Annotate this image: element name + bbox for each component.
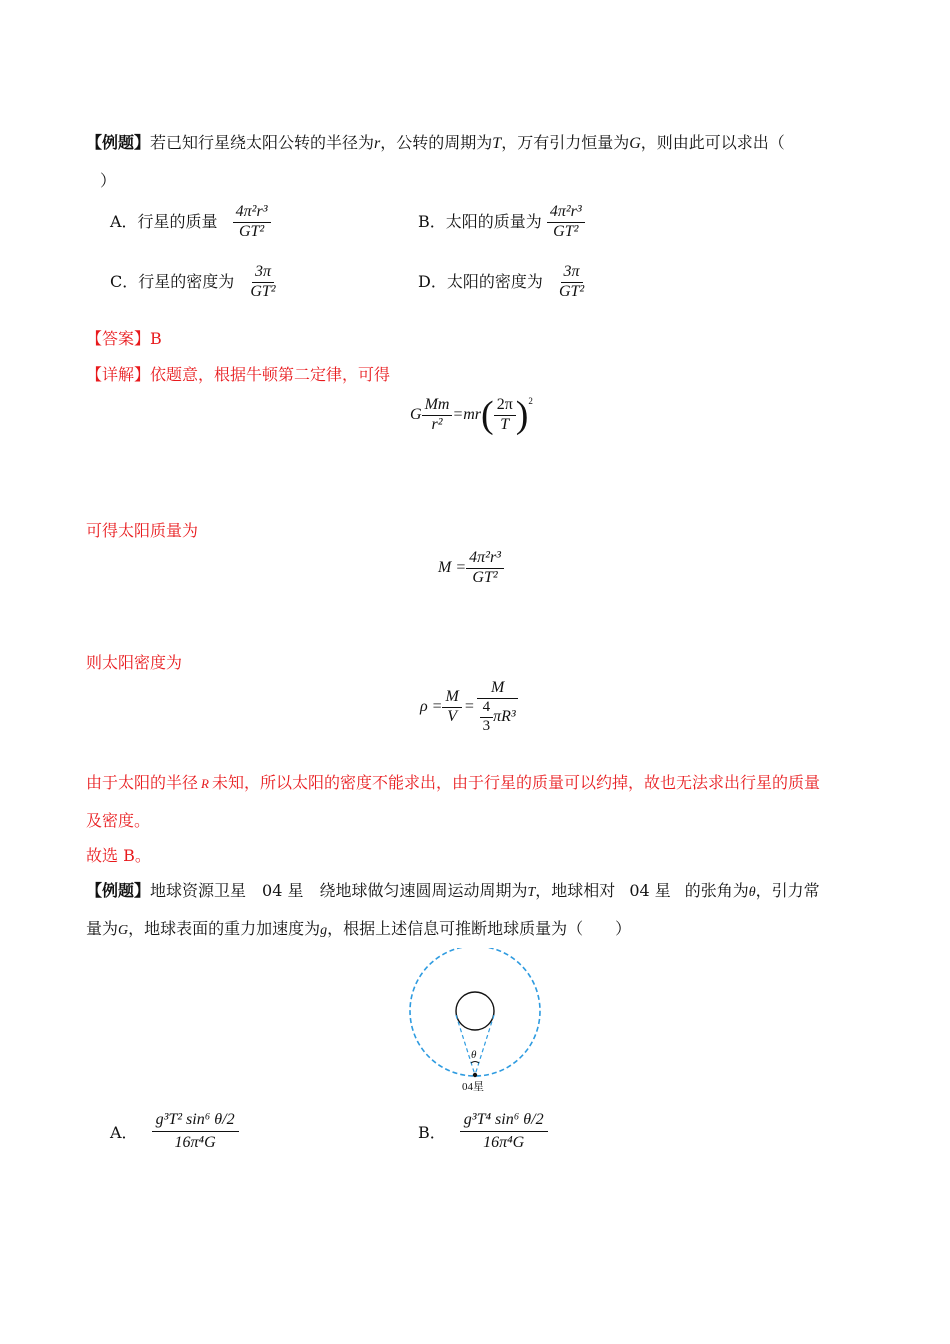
q2-option-a-fraction (152, 1112, 239, 1152)
q2-stem-a: 地球资源卫星 (150, 881, 247, 900)
explain-line5: 及密度。 (86, 811, 151, 830)
q1-option-d-den: GT² (558, 282, 585, 300)
q2-option-b-num: g³T⁴ sin⁶ θ/2 (460, 1112, 548, 1132)
q2-G: G (118, 923, 129, 938)
explain-line6: 故选 B。 (86, 846, 151, 865)
explain-line3: 则太阳密度为 (86, 653, 183, 672)
q2-option-a (110, 1112, 239, 1152)
eq1-rparen: ) (515, 394, 529, 436)
q1-option-b-num: 4π²r³ (547, 204, 585, 223)
q1-option-b-den: GT² (553, 222, 579, 240)
q1-option-a-label: A．行星的质量 (110, 211, 218, 231)
equation-density (420, 680, 519, 734)
explain-R: R (201, 776, 209, 791)
eq2-num: 4π²r³ (466, 550, 504, 569)
q2-option-b-den: 16π⁴G (483, 1133, 525, 1151)
eq3-four-thirds (480, 700, 494, 735)
q1-option-c (110, 264, 279, 301)
q2-option-b-fraction (460, 1112, 548, 1152)
answer-line (86, 326, 162, 349)
q1-option-d-label: D．太阳的密度为 (418, 271, 543, 291)
q2-option-b (418, 1112, 548, 1152)
eq1-fraction (422, 397, 453, 434)
q2-option-b-label: B． (418, 1123, 446, 1143)
q2-T: T (527, 885, 536, 900)
eq1-G: G (410, 406, 422, 423)
q2-tag: 【例题】 (86, 881, 151, 900)
q1-stem-line1 (86, 130, 785, 153)
q2-stem-d: 的张角为 (684, 881, 749, 900)
eq2-fraction (466, 550, 504, 587)
angle-arc (471, 1062, 479, 1064)
eq3-den1: V (447, 707, 458, 725)
q1-option-d (418, 264, 587, 301)
eq2-lhs: M = (438, 559, 467, 577)
q2-option-a-label: A． (110, 1123, 138, 1143)
answer-tag: 【答案】 (86, 329, 151, 348)
q1-option-a-num: 4π²r³ (233, 204, 271, 223)
eq3-fraction2 (477, 680, 519, 734)
q1-T: T (492, 135, 502, 152)
eq1-den: r² (431, 415, 443, 433)
equation-newton (410, 396, 533, 434)
q1-G: G (629, 135, 641, 152)
q1-option-b (418, 204, 585, 241)
q2-stem-b: 绕地球做匀速圆周运动周期为 (319, 881, 528, 900)
earth-circle (456, 992, 494, 1030)
answer-value: B (150, 329, 162, 348)
q1-stem-line2: ） (100, 171, 117, 190)
q1-r: r (374, 135, 381, 152)
explain-line1 (86, 362, 390, 385)
q1-option-d-fraction (556, 264, 587, 301)
q1-option-b-fraction (547, 204, 585, 241)
q1-option-a-fraction (233, 204, 271, 241)
q2-theta: θ (748, 885, 756, 900)
explain-line4 (86, 770, 820, 793)
q2-stem-e: ，引力常 (755, 881, 820, 900)
eq3-num1: M (442, 689, 461, 708)
equation-sun-mass (438, 550, 504, 587)
q1-option-a-den: GT² (238, 222, 265, 240)
q2-stem-line1 (86, 878, 820, 901)
explain-line2: 可得太阳质量为 (86, 521, 199, 540)
q1-option-c-fraction (247, 264, 278, 301)
q1-option-d-num: 3π (561, 264, 583, 283)
q1-option-c-label: C．行星的密度为 (110, 271, 235, 291)
eq3-eq: = (463, 698, 475, 716)
eq1-lparen: ( (481, 394, 494, 436)
eq2-den: GT² (472, 568, 498, 586)
q1-option-c-den: GT² (250, 282, 276, 300)
eq3-lhs: ρ = (420, 698, 443, 716)
q1-stem-a: 若已知行星绕太阳公转的半径为 (150, 133, 375, 152)
satellite-dot (473, 1073, 477, 1077)
satellite-label: 04星 (462, 1081, 484, 1093)
q1-stem-b: ，公转的周期为 (380, 133, 493, 152)
eq3-den2b: 3 (482, 717, 491, 734)
explain-line4a: 由于太阳的半径 (86, 773, 199, 792)
eq1-pnum: 2π (494, 397, 516, 416)
q2-option-a-num: g³T² sin⁶ θ/2 (152, 1112, 239, 1132)
eq1-num: Mm (422, 397, 453, 416)
explain-tag: 【详解】 (86, 365, 151, 384)
eq3-den2a: 4 (480, 700, 494, 718)
q1-option-b-label: B．太阳的质量为 (418, 211, 542, 231)
explain-line4b: 未知，所以太阳的密度不能求出，由于行星的质量可以约掉，故也无法求出行星的质量 (211, 773, 820, 792)
q1-option-a (110, 204, 271, 241)
eq1-paren-fraction (494, 397, 516, 434)
eq1-rhs: =mr (452, 406, 482, 423)
q2-sat: 04 星 (262, 881, 304, 900)
q2-sat2: 04 星 (629, 881, 671, 900)
q1-tag: 【例题】 (86, 133, 151, 152)
q2-stem-f: 量为 (86, 919, 119, 938)
q2-stem-line2 (86, 916, 631, 939)
theta-label: θ (471, 1049, 477, 1061)
orbit-figure (400, 948, 550, 1098)
eq3-fraction1 (442, 689, 461, 726)
q2-stem-g: ，地球表面的重力加速度为 (128, 919, 321, 938)
eq1-pden: T (500, 415, 510, 433)
q1-stem-d: ，则由此可以求出（ (640, 133, 785, 152)
eq3-num2: M (477, 680, 518, 699)
eq1-exponent: 2 (528, 396, 533, 406)
q2-stem-c: ，地球相对 (535, 881, 616, 900)
eq3-den2c: πR³ (493, 707, 516, 725)
q2-g: g (320, 923, 328, 938)
q2-stem-h: ，根据上述信息可推断地球质量为（ ） (327, 919, 632, 938)
eq3-den2 (477, 699, 519, 735)
explain-line1-text: 依题意，根据牛顿第二定律，可得 (150, 365, 391, 384)
q2-option-a-den: 16π⁴G (174, 1133, 216, 1151)
q1-option-c-num: 3π (252, 264, 274, 283)
q1-stem-c: ，万有引力恒量为 (501, 133, 630, 152)
